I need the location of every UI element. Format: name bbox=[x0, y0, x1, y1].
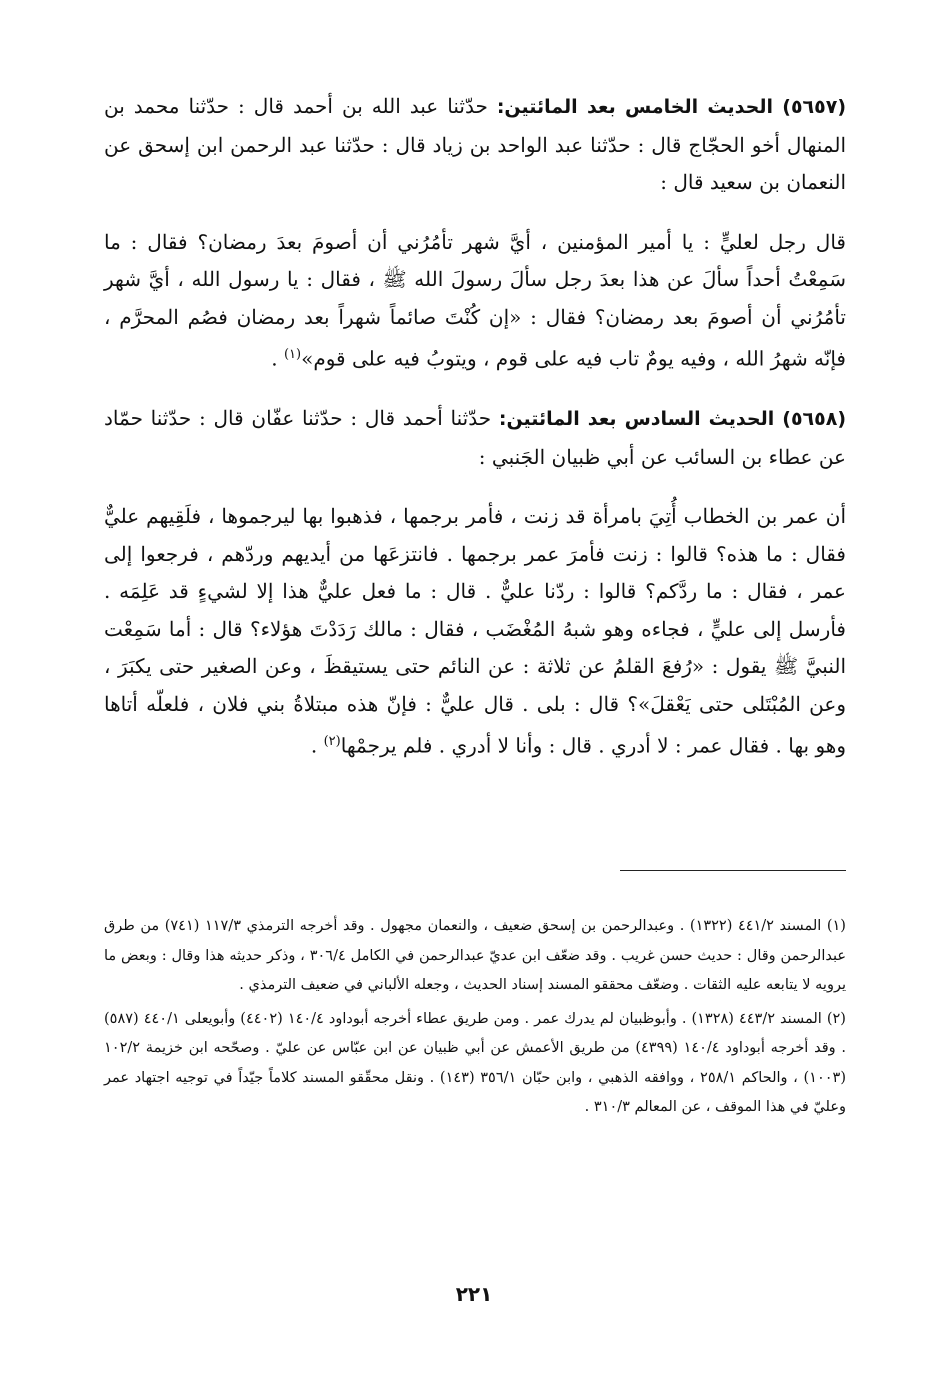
hadith-5657-isnad-text: حدّثنا عبد الله بن أحمد قال : حدّثنا محمد بن المنهال أخو الحجّاج قال : حدّثنا عبد الواحد بن زياد قال : حدّثنا عبد الرحمن ابن إسحق عن النعمان بن سعيد قال : bbox=[104, 94, 846, 194]
hadith-5658-isnad bbox=[104, 400, 846, 476]
footnote-2: (٢) المسند ٤٤٣/٢ (١٣٢٨) . وأبوظبيان لم يدرك عمر . ومن طريق عطاء أخرجه أبوداود ١٤٠/٤ (٤٤٠٢) وأبويعلى ٤٤٠/١ (٥٨٧) . وقد أخرجه أبوداود ١٤٠/٤ (٤٣٩٩) من طريق الأعمش عن أبي ظبيان عن ابن عبّاس عن عليّ . وصحّحه ابن خزيمة ١٠٢/٢ (١٠٠٣) ، والحاكم ٢٥٨/١ ، ووافقه الذهبي ، وابن حبّان ٣٥٦/١ (١٤٣) . ونقل محقّقو المسند كلاماً جيّداً في توجيه اجتهاد عمر وعليّ في هذا الموقف ، عن المعالم ٣١٠/٣ . bbox=[104, 1010, 846, 1115]
hadith-5658-isnad-text: حدّثنا أحمد قال : حدّثنا عفّان قال : حدّثنا حمّاد عن عطاء بن السائب عن أبي ظبيان الجَنبي : bbox=[104, 406, 846, 469]
footnote-divider bbox=[620, 870, 846, 871]
footnote-1: (١) المسند ٤٤١/٢ (١٣٢٢) . وعبدالرحمن بن إسحق ضعيف ، والنعمان مجهول . وقد أخرجه الترمذي ١١٧/٣ (٧٤١) من طرق عبدالرحمن وقال : حديث حسن غريب . وقد ضعّف ابن عديّ عبدالرحمن في الكامل ٣٠٦/٤ ، وذكر حديثه هذا وقال : وبعض ما يرويه لا يتابعه عليه الثقات . وضعّف محققو المسند إسناد الحديث ، وجعله الألباني في ضعيف الترمذي . bbox=[104, 918, 847, 993]
hadith-5657-matn-text: قال رجل لعليٍّ : يا أمير المؤمنين ، أيَّ شهر تأمُرُني أن أصومَ بعدَ رمضان؟ فقال : ما سَمِعْتُ أحداً سألَ عن هذا بعدَ رجل سألَ رسولَ الله ﷺ ، فقال : يا رسول الله ، أيَّ شهر تأمُرُني أن أصومَ بعد رمضان؟ فقال : «إن كُنْتَ صائماً شهراً بعد رمضان فصُم المحرَّم ، فإنّه شهرُ الله ، وفيه يومٌ تاب فيه على قوم ، ويتوبُ فيه على قوم» bbox=[104, 229, 846, 371]
footnote-ref-1: (١) bbox=[283, 347, 302, 362]
hadith-5658-matn bbox=[104, 498, 846, 765]
hadith-5658-heading: (٥٦٥٨) الحديث السادس بعد المائتين: bbox=[498, 408, 847, 431]
hadith-5657-heading: (٥٦٥٧) الحديث الخامس بعد المائتين: bbox=[496, 96, 847, 118]
page-number: ٢٢١ bbox=[455, 1282, 493, 1306]
hadith-5657-isnad bbox=[104, 88, 846, 202]
hadith-5657-end: . bbox=[271, 346, 284, 371]
footnote-ref-2: (٢) bbox=[323, 734, 341, 750]
hadith-5658-end: . bbox=[310, 733, 324, 758]
main-text bbox=[104, 88, 846, 787]
hadith-5658-matn-text: أن عمر بن الخطاب أُتِيَ بامرأة قد زنت ، فأمر برجمها ، فذهبوا بها ليرجموها ، فلَقِيهم عليٌّ فقال : ما هذه؟ قالوا : زنت فأمرَ عمر برجمها . فانتزعَها من أيديهم وردّهم ، فرجعوا إلى عمر ، فقال : ما ردَّكم؟ قالوا : ردّنا عليٌّ . قال : ما فعل عليٌّ هذا إلا لشيءٍ قد عَلِمَه . فأرسل إلى عليٍّ ، فجاءه وهو شبهُ المُغْضَب ، فقال : مالك رَدَدْتَ هؤلاء؟ قال : أما سَمِعْت النبيَّ ﷺ يقول : «رُفعَ القلمُ عن ثلاثة : عن النائم حتى يستيقظَ ، وعن الصغير حتى يكبَرَ ، وعن المُبْتَلى حتى يَعْقلَ»؟ قال : بلى . قال عليٌّ : فإنّ هذه مبتلاةُ بني فلان ، فلعلّه أتاها وهو بها . فقال عمر : لا أدري . قال : وأنا لا أدري . فلم يرجمْها bbox=[104, 504, 846, 758]
footnotes bbox=[104, 912, 846, 1127]
hadith-5657-matn bbox=[104, 224, 846, 379]
